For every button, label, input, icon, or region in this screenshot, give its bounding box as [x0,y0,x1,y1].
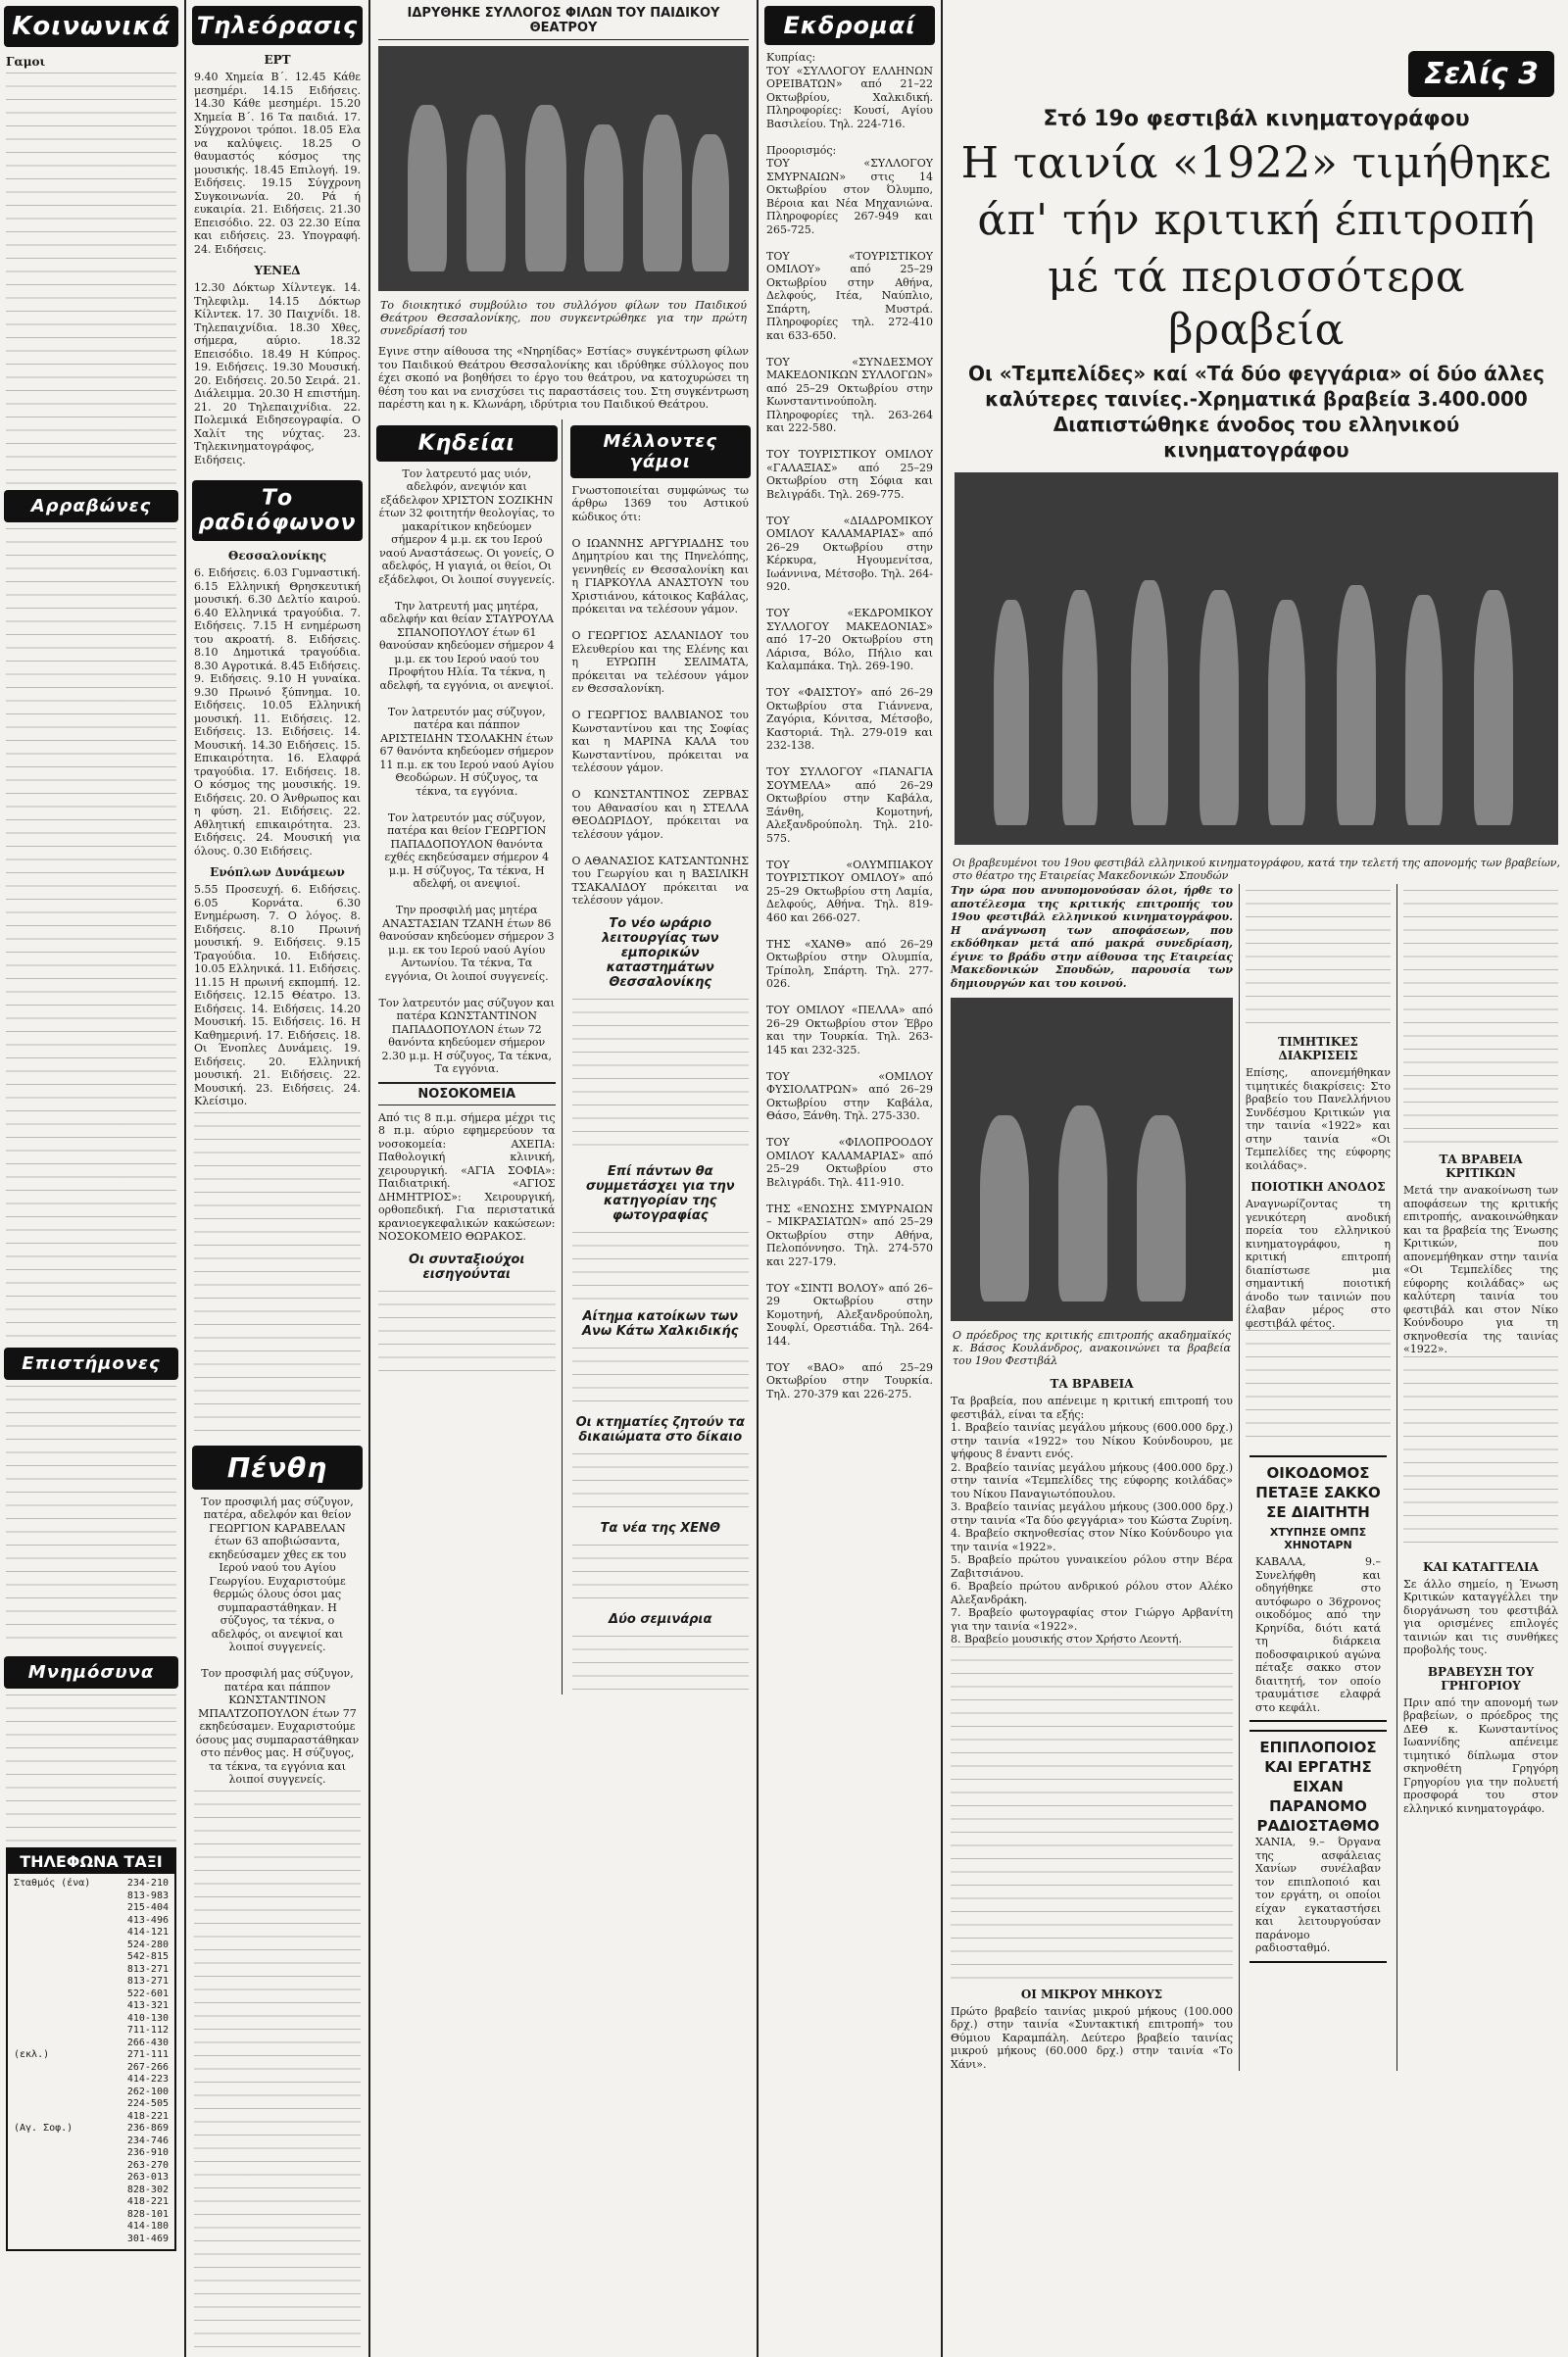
gregoriou-text: Πριν από την απονομή των βραβείων, ο πρόεδρος της ΔΕΘ κ. Κωνσταντίνος Ιωαννίδης απένειμε τιμητικό δίπλωμα στον σκηνοθέτη Γρηγόρη Γρηγορίου για την πολυετή προσφορά του στον ελληνικό κινηματογράφο. [1403,1695,1558,1815]
tileorasis-heading: Τηλεόρασις [192,6,363,45]
column-theatre-notices [372,0,755,2357]
builder-story-sub: ΧΤΥΠΗΣΕ ΟΜΠΣ ΧΗΝΟΤΑΡΝ [1269,1526,1367,1551]
epistimones-heading: Επιστήμονες [4,1348,178,1380]
taxi-phone-number: 414-223 [126,2074,169,2085]
taxi-phone-row [14,2013,169,2026]
ktimaties-text [572,1453,750,1512]
section-kritikon: ΤΑ ΒΡΑΒΕΙΑ ΚΡΙΤΙΚΩΝ [1439,1153,1523,1180]
section-vraveia: ΤΑ ΒΡΑΒΕΙΑ [1050,1377,1134,1391]
column-rule [757,0,759,2357]
mellontes-column [566,419,756,1694]
new-hours-heading: Το νέο ωράριο λειτουργίας των εμπορικών καταστημάτων Θεσσαλονίκης [602,915,719,990]
theatre-club-caption: Το διοικητικό συμβούλιο του συλλόγου φίλων του Παιδικού Θεάτρου Θεσσαλονίκης, που συγκεντρώθηκε για την πρώτη συνεδρίασή του [380,299,747,337]
taxi-phone-number: 542-815 [126,1951,169,1962]
taxi-phone-row [14,2062,169,2075]
taxi-phone-row [14,2136,169,2148]
syntaxiouxoi-text [378,1291,556,1379]
taxi-phone-number: 418-221 [126,2196,169,2207]
column-rule [184,0,186,2357]
story-headline-line2: άπ' τήν κριτική έπιτροπή [977,195,1536,245]
taxi-phone-number: 410-130 [126,2012,169,2024]
column-kinonika [0,0,182,2357]
taxi-phone-number: 263-270 [126,2159,169,2171]
yened-label: ΥΕΝΕΔ [254,264,301,277]
taxi-phone-name: Σταθμός (ένα) [14,1878,91,1889]
taxi-phone-row [14,2111,169,2124]
section-timitikes: ΤΙΜΗΤΙΚΕΣ ΔΙΑΚΡΙΣΕΙΣ [1278,1035,1358,1062]
taxi-phone-number: 522-601 [126,1988,169,1999]
taxi-phone-number: 413-496 [126,1914,169,1926]
kinonika-text [6,73,176,484]
notices-row [372,419,755,1694]
story-body-columns [945,884,1568,2071]
column-rule [941,0,943,2357]
vraveia-text: Τα βραβεία, που απένειμε η κριτική επιτροπή του φεστιβάλ, είναι τα εξής: 1. Βραβείο ταινίας μεγάλου μήκους (600.000 δρχ.) στην ταινία «1922» του Νίκου Κούνδουρου, με ψήφους 8 έναντι ενός. 2. Βραβείο ταινίας μεγάλου μήκους (400.000 δρχ.) στην ταινία «Τεμπελίδες της εύφορης κοιλάδας» του Νίκου Παναγιωτόπουλου. 3. Βραβείο ταινίας μεγάλου μήκους (300.000 δρχ.) στην ταινία «Τα δύο φεγγάρια» του Κώστα Ζυρίνη. 4. Βραβείο σκηνοθεσίας στον Νίκο Κούνδουρο για την ταινία «1922». 5. Βραβείο πρώτου γυναικείου ρόλου στην Βέρα Ζαβιτσιάνου. 6. Βραβείο πρώτου ανδρικού ρόλου στον Αλέκο Αλεξανδράκη. 7. Βραβείο φωτογραφίας στον Γιώργο Αρβανίτη για την ταινία «1922». 8. Βραβείο μουσικής στον Χρήστο Λεοντή. [951,1395,1233,1645]
taxi-phone-row [14,2098,169,2111]
taxi-phone-row [14,2196,169,2209]
arravones-text [6,528,176,1342]
taxi-phone-row [14,1964,169,1977]
nosokomeia-text: Από τις 8 π.μ. σήμερα μέχρι τις 8 π.μ. αύριο εφημερεύουν τα νοσοκομεία: ΑΧΕΠΑ: Παθολογική κλινική, χειρουργική. «ΑΓΙΑ ΣΟΦΙΑ»: Παιδιατρική. «ΑΓΙΟΣ ΔΗΜΗΤΡΙΟΣ»: Χειρουργική, ορθοπεδική. Για περιστατικά κρανιοεγκεφαλικών κακώσεων: ΝΟΣΟΚΟΜΕΙΟ ΘΩΡΑΚΟΣ. [378,1110,556,1243]
taxi-phone-number: 263-013 [126,2172,169,2183]
wall-heading: Αίτημα κατοίκων των Ανω Κάτω Χαλκιδικής [581,1308,739,1339]
taxi-phone-row [14,2160,169,2173]
penthi-text: Τον προσφιλή μας σύζυγον, πατέρα, αδελφόν και θείον ΓΕΩΡΓΙΟΝ ΚΑΡΑΒΕΛΑΝ έτων 63 αποβιώσαντα, εκηδεύσαμεν χθες εκ του Ιερού ναού του Αγίου Γεωργίου. Ευχαριστούμε θερμώς όλους όσοι μας συμπαραστάθηκαν. Η σύζυγος, τα τέκνα, ο αδελφός, οι ανεψιοί και λοιποί συγγενείς. Τον προσφιλή μας σύζυγον, πατέρα και πάππον ΚΩΝΣΤΑΝΤΙΝΟΝ ΜΠΑΛΤΖΟΠΟΥΛΟΝ έτων 77 εκηδεύσαμεν. Ευχαριστούμε όσους μας συμπαραστάθηκαν στο πένθος μας. Η σύζυγος, τα τέκνα, τα εγγόνια και λοιποί συγγενείς. [195,1495,360,1786]
taxi-phone-number: 236-869 [126,2123,169,2134]
seminaria-heading: Δύο σεμινάρια [609,1611,712,1627]
syntaxiouxoi-heading: Οι συνταξιούχοι εισηγούνται [409,1252,525,1282]
mellontes-heading: Μέλλοντες γάμοι [570,425,752,478]
story-headline-line1: Η ταινία «1922» τιμήθηκε [960,138,1552,188]
festival-photo-text [572,1232,750,1301]
radio-more-text [194,1112,361,1436]
poiotiki-text: Αναγνωρίζοντας τη γενικότερη ανοδική πορεία του ελληνικού κινηματογράφου, η κριτική επιτροπή διαπίστωσε μια σημαντική ποιοτική άνοδο των ταινιών που έλαβαν μέρος στο φεστιβάλ φέτος. [1246,1198,1391,1330]
ert-label: ΕΡΤ [264,53,291,67]
taxi-phone-number: 418-221 [126,2110,169,2122]
nosokomeia-heading: ΝΟΣΟΚΟΜΕΙΑ [378,1082,556,1105]
story-middle-column [1240,884,1396,2071]
radio-story-title: ΕΠΙΠΛΟΠΟΙΟΣ ΚΑΙ ΕΡΓΑΤΗΣ ΕΙΧΑΝ ΠΑΡΑΝΟΜΟ ΡΑΔΙΟΣΤΑΘΜΟ [1256,1739,1380,1835]
theatre-club-title: ΙΔΡΥΘΗΚΕ ΣΥΛΛΟΓΟΣ ΦΙΛΩΝ ΤΟΥ ΠΑΙΔΙΚΟΥ ΘΕΑΤΡΟΥ [378,6,749,40]
taxi-phone-row [14,2074,169,2087]
taxi-phone-number: 234-210 [126,1878,169,1889]
awards-ceremony-caption: Οι βραβευμένοι του 19ου φεστιβάλ ελληνικού κινηματογράφου, κατά την τελετή της απονομής των βραβείων, στο θέατρο της Εταιρείας Μακεδονικών Σπουδών [953,857,1560,882]
taxi-phone-number: 414-121 [126,1927,169,1938]
kideiai-column [372,419,563,1694]
taxi-phone-row [14,1915,169,1928]
taxi-phone-number: 271-111 [126,2049,169,2060]
penthi-more-text [194,1791,361,2357]
story-right-text [1403,890,1558,1145]
katagelia-text: Σε άλλο σημείο, η Ένωση Κριτικών καταγγέλλει την διοργάνωση του φεστιβάλ για ορισμένες επιλογές ταινιών και τις συνθήκες προβολής τους. [1403,1577,1558,1656]
taxi-phone-number: 234-746 [126,2135,169,2146]
section-poiotiki: ΠΟΙΟΤΙΚΗ ΑΝΟΔΟΣ [1250,1180,1386,1194]
kideiai-text: Τον λατρευτό μας υιόν, αδελφόν, ανεψιόν και εξάδελφον ΧΡΙΣΤΟΝ ΣΟΖΙΚΗΝ έτων 32 φοιτητήν θεολογίας, το μακαρίτικον κηδεύομεν σήμερον 4 μ.μ. εκ του Ιερού ναού Αναστάσεως. Οι γονείς, Ο αδελφός, Η γιαγιά, οι θείοι, Οι εξάδελφοι, Οι λοιποί συγγενείς. Την λατρευτή μας μητέρα, αδελφήν και θείαν ΣΤΑΥΡΟΥΛΑ ΣΠΑΝΟΠΟΥΛΟΥ έτων 61 θανούσαν κηδεύομεν σήμερον 4 μ.μ. εκ του Ιερού ναού του Προφήτου Ηλία. Τα τέκνα, η αδελφή, τα εγγόνια, οι ανεψιοί. Τον λατρευτόν μας σύζυγον, πατέρα και πάππον ΑΡΙΣΤΕΙΔΗΝ ΤΣΟΛΑΚΗΝ έτων 67 θανόντα κηδεύομεν σήμερον 11 π.μ. εκ του Ιερού ναού Αγίου Θεοδώρων. Η σύζυγος, τα τέκνα, τα εγγόνια. Τον λατρευτόν μας σύζυγον, πατέρα και θείον ΓΕΩΡΓΙΟΝ ΠΑΠΑΔΟΠΟΥΛΟΝ θανόντα εχθές εκηδεύσαμεν σήμερον 4 μ.μ. Η σύζυγος, Τα τέκνα, Η αδελφή, οι ανεψιοί. Την προσφιλή μας μητέρα ΑΝΑΣΤΑΣΙΑΝ ΤΖΑΝΗ έτων 86 θανούσαν κηδεύομεν σήμερον 3 μ.μ. εκ του Ιερού ναού Αγίου Αντωνίου. Τα τέκνα, Τα εγγόνια, Οι λοιποί συγγενείς. Τον λατρευτόν μας σύζυγον και πατέρα ΚΩΝΣΤΑΝΤΙΝΟΝ ΠΑΠΑΔΟΠΟΥΛΟΝ έτων 72 θανόντα κηδεύομεν σήμερον 2.30 μ.μ. Η σύζυγος, Τα τέκνα, Τα εγγόνια. [378,466,556,1075]
timitikes-text: Επίσης, απονεμήθηκαν τιμητικές διακρίσεις: Στο βραβείο του Πανελλήνιου Συνδέσμου Κριτικών για την ταινία «1922» και στην ταινία «Οι Τεμπελίδες της εύφορης κοιλάδας». [1246,1066,1391,1172]
theatre-club-text: Εγινε στην αίθουσα της «Νηρηίδας» Εστίας» συγκέντρωση φίλων του Παιδικού Θεάτρου Θεσσαλονίκης και ιδρύθηκε σύλλογος που έχει σκοπό να βοηθήσει το έργο του θεάτρου, να κατοχυρώσει τη θέση του και να ενισχύσει τις παραστάσεις του. Στη συγκέντρωση παρέστη και η κ. Κλωνάρη, ιδρύτρια του Παιδικού Θεάτρου. [378,345,749,411]
section-mikroi: ΟΙ ΜΙΚΡΟΥ ΜΗΚΟΥΣ [1020,1987,1163,2001]
xeno-text [572,1545,750,1603]
ktimaties-heading: Οι κτηματίες ζητούν τα δικαιώματα στο δίκαιο [575,1414,745,1445]
taxi-phone-number: 813-271 [126,1963,169,1975]
ekdromai-heading: Εκδρομαί [764,6,935,45]
taxi-phone-row [14,1976,169,1989]
taxi-phone-row [14,2000,169,2013]
forces-label: Ενόπλων Δυνάμεων [210,865,345,879]
jury-caption: Ο πρόεδρος της κριτικής επιτροπής ακαδημαϊκός κ. Βάσος Κουλάνδρος, ανακοινώνει τα βραβεία του 19ου Φεστιβάλ [953,1329,1231,1367]
story-deck: Οι «Τεμπελίδες» καί «Τά δύο φεγγάρια» οί δύο άλλες καλύτερες ταινίες.-Χρηματικά βραβεία 3.400.000 Διαπιστώθηκε άνοδος του ελληνικού κινηματογράφου [967,362,1545,462]
epistimones-text [6,1386,176,1650]
taxi-phone-number: 266-430 [126,2037,169,2048]
taxi-phone-number: 828-302 [126,2184,169,2195]
taxi-phones-title: ΤΗΛΕΦΩΝΑ ΤΑΞΙ [8,1849,174,1874]
kritikon-text: Μετά την ανακοίνωση των αποφάσεων της κριτικής επιτροπής, ανακοινώθηκαν και τα βραβεία της Ένωσης Κριτικών, που απονεμήθηκαν στην ταινία «Οι Τεμπελίδες της εύφορης κοιλάδας» ως καλύτερη ταινία του φεστιβάλ και στον Νίκο Κούνδουρο για τη σκηνοθεσία της ταινίας «1922». [1403,1184,1558,1355]
arravones-heading: Αρραβώνες [4,490,178,522]
taxi-phone-row [14,2147,169,2160]
taxi-phone-row [14,1951,169,1964]
kritikon-more-text [1403,1356,1558,1552]
page-number-badge: Σελίς 3 [1408,51,1554,97]
taxi-phone-number: 813-983 [126,1890,169,1901]
taxi-phone-row [14,1902,169,1915]
taxi-phone-number: 711-112 [126,2025,169,2036]
taxi-phone-number: 813-271 [126,1976,169,1987]
taxi-phone-row [14,1927,169,1940]
jury-photo [951,998,1233,1321]
taxi-phone-name: (Αγ. Σοφ.) [14,2123,74,2134]
radio-story-text: ΧΑΝΙΑ, 9.– Όργανα της ασφάλειας Χανίων συνέλαβαν τον επιπλοποιό και τον εργάτη, οι οποίοι είχαν εγκαταστήσει και λειτουργούσαν παράνομο ραδιοσταθμό. [1255,1836,1381,1954]
taxi-phone-number: 828-101 [126,2208,169,2220]
taxi-phone-row [14,1878,169,1891]
taxi-phone-number: 236-910 [126,2147,169,2158]
story-right-column [1397,884,1564,2071]
forces-programme: 5.55 Προσευχή. 6. Ειδήσεις. 6.05 Κορνάτα. 6.30 Ενημέρωση. 7. Ο λόγος. 8. Ειδήσεις. 8.10 Πρωινή μουσική. 9. Ειδήσεις. 9.15 Τραγούδια. 10. Ειδήσεις. 10.05 Ελληνικά. 11. Ειδήσεις. 11.15 Η πρωινή εκπομπή. 12. Ειδήσεις. 12.15 Θέατρο. 13. Ειδήσεις. 14. Ειδήσεις. 14.20 Μουσική. 15. Ειδήσεις. 16. Η Καθημερινή. 17. Ειδήσεις. 18. Οι Ένοπλες Δυνάμεις. 19. Ειδήσεις. 20. Ελληνική μουσική. 21. Ειδήσεις. 22. Μουσική. 23. Ειδήσεις. 24. Κλείσιμο. [194,883,361,1107]
story-headline-line3: μέ τά περισσότερα βραβεία [1047,252,1466,355]
mnimosyna-heading: Μνημόσυνα [4,1656,178,1689]
radio-story-box [1250,1730,1387,1963]
taxi-phones-box [6,1847,176,2251]
gamoi-subhead: Γαμοι [6,55,46,69]
taxi-phone-number: 224-505 [126,2098,169,2109]
thessaloniki-programme: 6. Ειδήσεις. 6.03 Γυμναστική. 6.15 Ελληνική Θρησκευτική μουσική. 6.30 Δελτίο καιρού. 6.40 Ελληνικά τραγούδια. 7. Ειδήσεις. 7.15 Η ενημέρωση του ακροατή. 8. Ειδήσεις. 8.10 Δημοτικά τραγούδια. 8.30 Αγροτικά. 8.45 Ειδήσεις. 9. Ειδήσεις. 9.10 Η γυναίκα. 9.30 Πρωινό ξύπνημα. 10. Ειδήσεις. 10.05 Ελληνική μουσική. 11. Ειδήσεις. 12. Ειδήσεις. 13. Ειδήσεις. 14. Μουσική. 14.30 Ειδήσεις. 15. Επικαιρότητα. 16. Ελαφρά τραγούδια. 17. Ειδήσεις. 18. Ο κόσμος της μουσικής. 19. Ειδήσεις. 20. Ο Άνθρωπος και η φύση. 21. Ειδήσεις. 22. Αθλητική επικαιρότητα. 23. Ειδήσεις. 24. Μουσική για όλους. 0.30 Ειδήσεις. [194,566,361,858]
thessaloniki-label: Θεσσαλονίκης [227,549,327,563]
mikroi-text: Πρώτο βραβείο ταινίας μικρού μήκους (100.000 δρχ.) στην ταινία «Συντακτική επιτροπή» του Θύμιου Καραμπάλη. Δεύτερο βραβείο ταινίας μικρού μήκους (60.000 δρχ.) στην ταινία «Το Χάνι». [951,2004,1233,2071]
kideiai-heading: Κηδείαι [376,425,558,462]
wall-text [572,1348,750,1406]
taxi-phone-row [14,2221,169,2234]
story-left-column [945,884,1239,2071]
ert-programme: 9.40 Χημεία Β΄. 12.45 Κάθε μεσημέρι. 14.15 Ειδήσεις. 14.30 Κάθε μεσημέρι. 15.20 Χημεία Β΄. 16 Τα παιδιά. 17. Σύγχρονοι τρόποι. 18.05 Ελα να καλύψεις. 18.25 Ο θαυμαστός κόσμος της μουσικής. 18.45 Επιλογή. 19. Ειδήσεις. 19.15 Σύγχρονη Συγκοινωνία. 20. Ρά ή ευκαιρία. 21. Ειδήσεις. 21.30 Επεισόδιο. 22. 03 22.30 Είπα και ειδήσεις. 23. Υπογραφή. 24. Ειδήσεις. [194,71,361,256]
column-rule [368,0,370,2357]
story-middle-text [1246,890,1391,1027]
awards-ceremony-photo [955,472,1558,845]
taxi-phone-name: (εκλ.) [14,2049,50,2060]
taxi-phone-row [14,2087,169,2099]
story-kicker: Στό 19ο φεστιβάλ κινηματογράφου [1043,107,1470,131]
taxi-phone-number: 524-280 [126,1939,169,1950]
taxi-phone-number: 267-266 [126,2061,169,2073]
taxi-phone-row [14,1989,169,2001]
new-hours-text [572,999,750,1155]
yened-programme: 12.30 Δόκτωρ Χίλντεγκ. 14. Τηλεφιλμ. 14.15 Δόκτωρ Κίλντεκ. 17. 30 Παιχνίδι. 18. Τηλεπαιχνίδια. 18.30 Χθες, σήμερα, αύριο. 18.32 Επεισόδιο. 18.49 Η Κύπρος. 19. Ειδήσεις. 19.30 Μουσική. 20. Ειδήσεις. 20.50 Σειρά. 21. Διάλειμμα. 20.30 Η επιστήμη. 21. 20 Τηλεπαιχνίδια. 22. Πολεμικά Ειδησεογραφία. Ο Χαλίτ της νύχτας. 23. Τηλεκινηματογράφος, Ειδήσεις. [194,281,361,466]
taxi-phone-row [14,1891,169,1903]
mnimosyna-text [6,1694,176,1841]
taxi-phone-row [14,2185,169,2197]
story-intro: Την ώρα που ανυπομονούσαν όλοι, ήρθε το αποτέλεσμα της κριτικής επιτροπής του 19ου φεστιβάλ ελληνικού κινηματογράφου. Η ανάγνωση των αποφάσεων, που εκδόθηκαν μετά από μακρά συνεδρίαση, έγινε το βράδυ στην αίθουσα της Εταιρείας Μακεδονικών Σπουδών, παρουσία των δημιουργών και του κοινού. [951,884,1233,990]
katagelia-title: ΚΑΙ ΚΑΤΑΓΓΕΛΙΑ [1423,1559,1539,1574]
xeno-heading: Τα νέα της ΧΕΝΘ [600,1520,720,1536]
taxi-phone-number: 413-321 [126,2000,169,2011]
mellontes-text: Γνωστοποιείται συμφώνως τω άρθρω 1369 του Αστικού κώδικος ότι: Ο ΙΩΑΝΝΗΣ ΑΡΓΥΡΙΑΔΗΣ του Δημητρίου και της Πηνελόπης, γεννηθείς εν Θεσσαλονίκη και η ΓΙΑΡΚΟΥΛΑ ΑΝΑΣΤΟΥΝ του Χριστιάνου, κάτοικος Καβάλας, πρόκειται να τελέσουν γάμον. Ο ΓΕΩΡΓΙΟΣ ΑΣΛΑΝΙΔΟΥ του Ελευθερίου και της Ελένης και η ΕΥΡΩΠΗ ΣΕΛΙΜΑΤΑ, πρόκειται να τελέσουν γάμον εν Θεσσαλονίκη. Ο ΓΕΩΡΓΙΟΣ ΒΑΛΒΙΑΝΟΣ του Κωνσταντίνου και της Σοφίας και η ΜΑΡΙΝΑ ΚΑΛΑ του Κωνσταντίνου, πρόκειται να τελέσουν γάμον. Ο ΚΩΝΣΤΑΝΤΙΝΟΣ ΖΕΡΒΑΣ του Αθανασίου και η ΣΤΕΛΛΑ ΘΕΟΔΩΡΙΔΟΥ, πρόκειται να τελέσουν γάμον. Ο ΑΘΑΝΑΣΙΟΣ ΚΑΤΣΑΝΤΩΝΗΣ του Γεωργίου και η ΒΑΣΙΛΙΚΗ ΤΣΑΚΑΛΙΔΟΥ πρόκειται να τελέσουν γάμον. [571,483,749,907]
taxi-phone-number: 301-469 [126,2233,169,2244]
taxi-phone-row [14,2234,169,2246]
penthi-heading: Πένθη [192,1446,363,1490]
taxi-phone-row [14,1940,169,1952]
builder-story-box [1250,1455,1387,1722]
taxi-phone-row [14,2049,169,2062]
taxi-phone-row [14,2209,169,2222]
taxi-phones-list [8,1874,174,2249]
column-ekdromai [760,0,939,2357]
ekdromai-text: Κυπρίας: ΤΟΥ «ΣΥΛΛΟΓΟΥ ΕΛΛΗΝΩΝ ΟΡΕΙΒΑΤΩΝ» από 21–22 Οκτωβρίου, Χαλκιδική. Πληροφορίες: Κουσί, Αγίου Βασιλείου. Τηλ. 224-716. Προορισμός: ΤΟΥ «ΣΥΛΛΟΓΟΥ ΣΜΥΡΝΑΙΩΝ» στις 14 Οκτωβρίου στον Όλυμπο, Βέροια και Νέα Μηχανιώνα. Πληροφορίες 267-949 και 265-725. ΤΟΥ «ΤΟΥΡΙΣΤΙΚΟΥ ΟΜΙΛΟΥ» από 25–29 Οκτωβρίου στην Αθήνα, Δελφούς, Ιτέα, Ναύπλιο, Σπάρτη, Μυστρά. Πληροφορίες τηλ. 272-410 και 633-650. ΤΟΥ «ΣΥΝΔΕΣΜΟΥ ΜΑΚΕΔΟΝΙΚΩΝ ΣΥΛΛΟΓΩΝ» από 25–29 Οκτωβρίου στην Κωνσταντινούπολη. Πληροφορίες τηλ. 263-264 και 222-580. ΤΟΥ ΤΟΥΡΙΣΤΙΚΟΥ ΟΜΙΛΟΥ «ΓΑΛΑΞΙΑΣ» από 25–29 Οκτωβρίου στη Σόφια και Βελιγράδι. Τηλ. 269-775. ΤΟΥ «ΔΙΑΔΡΟΜΙΚΟΥ ΟΜΙΛΟΥ ΚΑΛΑΜΑΡΙΑΣ» από 26–29 Οκτωβρίου στην Κέρκυρα, Ηγουμενίτσα, Ιωάννινα, Μέτσοβο. Τηλ. 264-920. ΤΟΥ «ΕΚΔΡΟΜΙΚΟΥ ΣΥΛΛΟΓΟΥ ΜΑΚΕΔΟΝΙΑΣ» από 17–20 Οκτωβρίου στη Λάρισα, Βόλο, Πήλιο και Καλαμπάκα. Τηλ. 269-190. ΤΟΥ «ΦΑΙΣΤΟΥ» από 26–29 Οκτωβρίου στα Γιάννενα, Ζαγόρια, Κόνιτσα, Μέτσοβο, Καστοριά. Τηλ. 279-019 και 232-138. ΤΟΥ ΣΥΛΛΟΓΟΥ «ΠΑΝΑΓΙΑ ΣΟΥΜΕΛΑ» από 26–29 Οκτωβρίου στην Καβάλα, Ξάνθη, Κομοτηνή, Αλεξανδρούπολη. Τηλ. 210-575. ΤΟΥ «ΟΛΥΜΠΙΑΚΟΥ ΤΟΥΡΙΣΤΙΚΟΥ ΟΜΙΛΟΥ» από 25–29 Οκτωβρίου στη Λαμία, Δελφούς, Αθήνα. Τηλ. 819-460 και 266-027. ΤΗΣ «ΧΑΝΘ» από 26–29 Οκτωβρίου στην Ολυμπία, Τρίπολη, Σπάρτη. Τηλ. 277-026. ΤΟΥ ΟΜΙΛΟΥ «ΠΕΛΛΑ» από 26–29 Οκτωβρίου στον Έβρο και την Τουρκία. Τηλ. 263-145 και 232-325. ΤΟΥ «ΟΜΙΛΟΥ ΦΥΣΙΟΛΑΤΡΩΝ» από 26–29 Οκτωβρίου στην Καβάλα, Θάσο, Ξάνθη. Τηλ. 275-330. ΤΟΥ «ΦΙΛΟΠΡΟΟΔΟΥ ΟΜΙΛΟΥ ΚΑΛΑΜΑΡΙΑΣ» από 25–29 Οκτωβρίου στο Βελιγράδι. Τηλ. 411-910. ΤΗΣ «ΕΝΩΣΗΣ ΣΜΥΡΝΑΙΩΝ – ΜΙΚΡΑΣΙΑΤΩΝ» από 25–29 Οκτωβρίου στην Αθήνα, Πελοπόννησο. Τηλ. 274-570 και 227-179. ΤΟΥ «ΣΙΝΤΙ ΒΟΛΟΥ» από 26–29 Οκτωβρίου στην Κομοτηνή, Αλεξανδρούπολη, Σουφλί, Ορεστιάδα. Τηλ. 264-144. ΤΟΥ «ΒΑΟ» από 25–29 Οκτωβρίου στην Τουρκία. Τηλ. 270-379 και 226-275. [766,51,933,1400]
festival-photo-heading: Επί πάντων θα συμμετάσχει για την κατηγορίαν της φωτογραφίας [585,1163,735,1223]
theatre-club-photo [378,46,749,291]
gregoriou-title: ΒΡΑΒΕΥΣΗ ΤΟΥ ΓΡΗΓΟΡΙΟΥ [1427,1664,1535,1693]
seminaria-text [572,1636,750,1694]
poiotiki-more-text [1246,1330,1391,1448]
taxi-phone-row [14,2038,169,2050]
taxi-phone-number: 215-404 [126,1902,169,1913]
radio-heading: Το ραδιόφωνον [192,480,363,541]
column-tv-radio [188,0,367,2357]
taxi-phone-number: 262-100 [126,2086,169,2097]
builder-story-title: ΟΙΚΟΔΟΜΟΣ ΠΕΤΑΞΕ ΣΑΚΚΟ ΣΕ ΔΙΑΙΤΗΤΗ [1255,1464,1381,1521]
vraveia-more-text [951,1646,1233,1980]
taxi-phone-row [14,2172,169,2185]
builder-story-text: ΚΑΒΑΛΑ, 9.– Συνελήφθη και οδηγήθηκε στο αυτόφωρο ο 36χρονος οικοδόμος από την Κρηνίδα, διότι κατά τη διάρκεια ποδοσφαιρικού αγώνα πέταξε σακκο στον διαιτητή, τον οποίο τραυμάτισε ελαφρά στο κεφάλι. [1255,1555,1381,1714]
kinonika-heading: Κοινωνικά [4,6,178,47]
taxi-phone-number: 414-180 [126,2221,169,2232]
column-festival-story [945,0,1568,2357]
taxi-phone-row [14,2025,169,2038]
taxi-phone-row [14,2123,169,2136]
